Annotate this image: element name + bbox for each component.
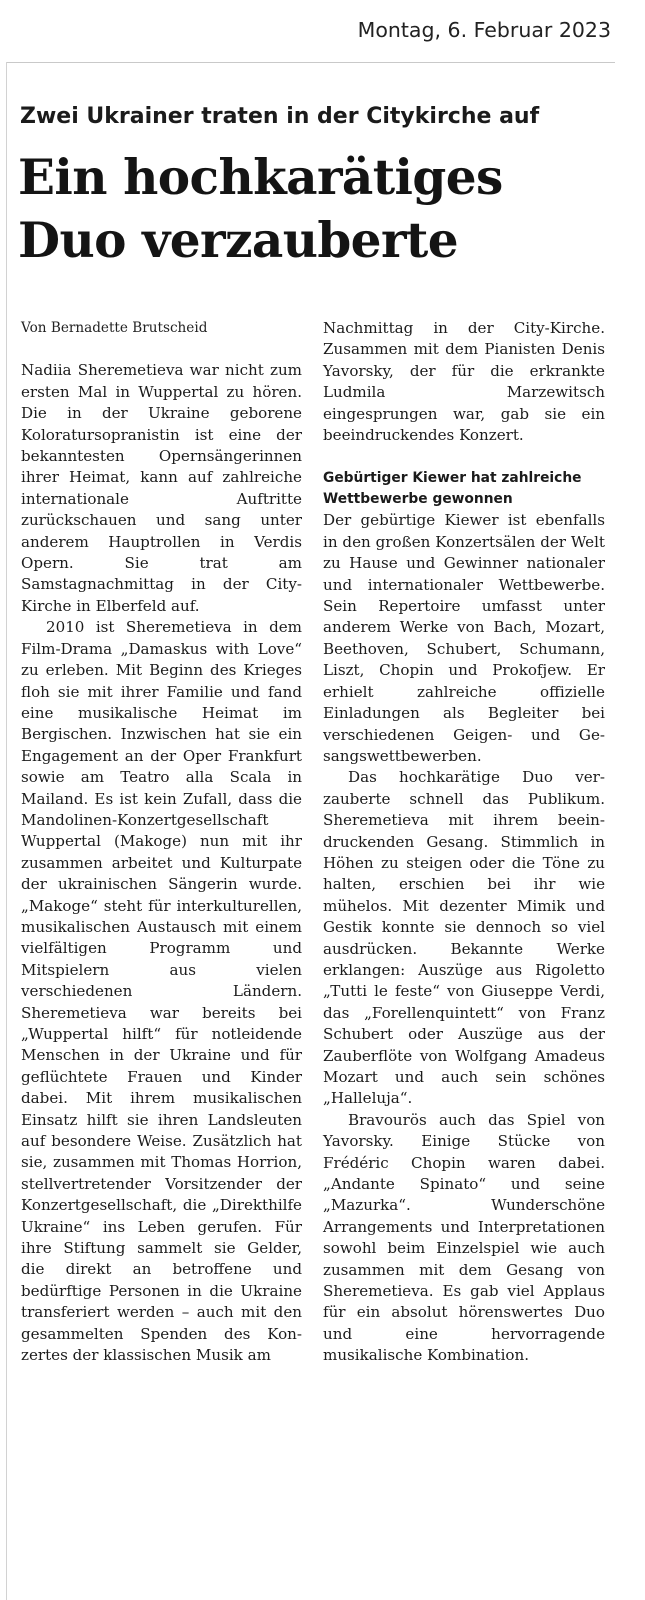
- article-paragraph-4: Das hochkarätige Duo verzauberte schnell das Publikum. Sheremetieva mit ihrem beeindruckenden Gesang. Stimmlich in Höhen zu steigen oder die Töne zu halten, erschien bei ihr wie mühelos. Mit dezenter Mimik und Gestik konnte sie dennoch so viel ausdrücken. Bekannte Werke erklangen: Auszüge aus Rigoletto „Tutti le feste“ von Giuseppe Verdi, das „Forellenquintett“ von Franz Schubert oder Auszüge aus der Zauberflöte von Wolfgang Amadeus Mozart und auch sein schönes „Halleluja“.: [323, 768, 605, 1108]
- article-paragraph-continued: Nachmittag in der City-Kirche. Zusammen mit dem Pianisten Denis Yavorsky, der für die erkrankte Ludmila Marzewitsch eingesprungen war, gab sie ein beeindruckendes Konzert.: [323, 319, 605, 445]
- article-paragraph-2: 2010 ist Sheremetieva in dem Film-Drama „Damaskus with Love“ zu erleben. Mit Beginn des Krieges floh sie mit ihrer Familie und fand eine musikalische Heimat im Bergischen. Inzwischen hat sie ein Engagement an der Oper Frankfurt sowie am Teatro alla Scala in Mailand. Es ist kein Zufall, dass die Mandolinen-Konzertgesellschaft Wuppertal (Makoge) nun mit ihr zusammen arbeitet und Kulturpate der ukrainischen Sängerin wurde. „Makoge“ steht für interkulturellen, musikalischen Austausch mit einem vielfältigen Programm und Mitspielern aus vielen verschiedenen Ländern. Sheremetieva war bereits bei „Wuppertal hilft“ für notleidende Menschen in der Ukraine und für geflüchtete Frauen und Kinder dabei. Mit ihrem musikalischen Einsatz hilft sie ihren Landsleuten auf besondere Weise. Zusätzlich hat sie, zusammen mit Thomas Horrion, stellvertretender Vorsitzender der Konzertgesellschaft, die „Direkthilfe Ukraine“ ins Leben gerufen. Für ihre Stiftung sammelt sie Gelder, die direkt an betroffene und bedürftige Personen in die Ukraine transferiert werden – auch mit den gesammelten Spenden des Konzertes der klassischen Musik am: [21, 618, 302, 1365]
- section-subheading: Gebürtiger Kiewer hat zahlreiche Wettbewerbe gewonnen: [323, 470, 582, 508]
- byline: Von Bernadette Brutscheid: [21, 320, 208, 336]
- article-column-right: [323, 318, 605, 1367]
- publication-date: Montag, 6. Februar 2023: [357, 18, 611, 42]
- headline-line-1: Ein hochkarätiges: [18, 149, 503, 206]
- headline: [18, 146, 628, 272]
- article-paragraph-1: Nadiia Sheremetieva war nicht zum ersten Mal in Wuppertal zu hören. Die in der Ukraine geborene Koloratursopranistin ist eine der bekanntesten Opernsängerinnen ihrer Heimat, kann auf zahlreiche internationale Auftritte zurückschauen und sang unter anderem Hauptrollen in Verdis Opern. Sie trat am Samstagnachmittag in der City-Kirche in Elberfeld auf.: [21, 361, 302, 615]
- article-paragraph-5: Bravourös auch das Spiel von Yavorsky. Einige Stücke von Frédéric Chopin waren dabei. „Andante Spinato“ und seine „Mazurka“. Wunderschöne Arrangements und Interpretationen sowohl beim Einzelspiel wie auch zusammen mit dem Gesang von Sheremetieva. Es gab viel Applaus für ein absolut hörenswertes Duo und eine hervorragende musikalische Kombination.: [323, 1110, 605, 1365]
- section-gap: [323, 446, 605, 468]
- article-column-left: [21, 318, 302, 1367]
- left-border: [6, 62, 7, 1600]
- headline-line-2: Duo verzauberte: [18, 212, 458, 269]
- top-divider: [6, 62, 615, 63]
- kicker: Zwei Ukrainer traten in der Citykirche auf: [20, 104, 540, 129]
- article-paragraph-3: Der gebürtige Kiewer ist ebenfalls in den großen Konzertsälen der Welt zu Hause und Gewinner nationaler und internationaler Wettbewerbe. Sein Repertoire umfasst unter anderem Werke von Bach, Mozart, Beethoven, Schubert, Schumann, Liszt, Chopin und Prokofjew. Er erhielt zahlreiche offizielle Einladungen als Begleiter bei verschiedenen Geigen- und Gesangswettbewerben.: [323, 511, 605, 765]
